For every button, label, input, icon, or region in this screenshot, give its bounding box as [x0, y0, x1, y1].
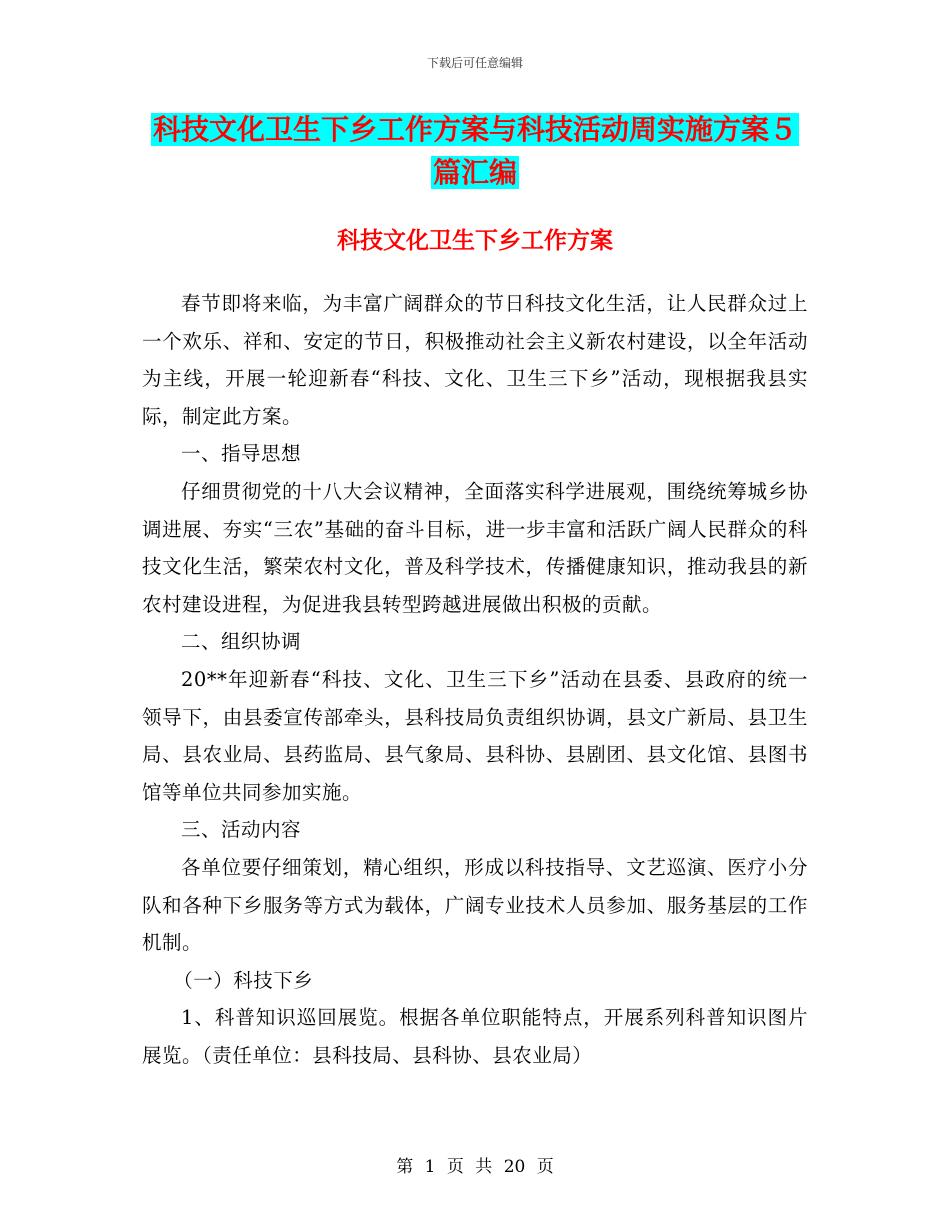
heading-organization: 二、组织协调	[181, 630, 302, 654]
document-title-text-2: 篇汇编	[432, 156, 517, 189]
guiding-ideology-paragraph: 仔细贯彻党的十八大会议精神，全面落实科学进展观，围绕统筹城乡协调进展、夯实“三农”基础的奋斗目标，进一步丰富和活跃广阔人民群众的科技文化生活，繁荣农村文化，普及科学技术，传播健康知识，推动我县的新农村建设进程，为促进我县转型跨越进展做出积极的贡献。	[142, 479, 808, 616]
subheading-tech-to-countryside: （一）科技下乡	[173, 968, 314, 992]
organization-paragraph: 20**年迎新春“科技、文化、卫生三下乡”活动在县委、县政府的统一领导下，由县委宣传部牵头，县科技局负责组织协调，县文广新局、县卫生局、县农业局、县药监局、县气象局、县科协、县剧团、县文化馆、县图书馆等单位共同参加实施。	[142, 667, 808, 804]
document-title-line-1	[0, 109, 950, 151]
heading-guiding-ideology: 一、指导思想	[181, 442, 302, 466]
page-footer: 第 1 页 共 20 页	[396, 1157, 554, 1177]
tech-exhibition-paragraph: 1、科普知识巡回展览。根据各单位职能特点，开展系列科普知识图片展览。（责任单位：县科技局、县科协、县农业局）	[142, 1006, 808, 1067]
header-note: 下载后可任意编辑	[426, 56, 523, 70]
document-title-text-1: 科技文化卫生下乡工作方案与科技活动周实施方案５	[152, 113, 797, 146]
intro-paragraph: 春节即将来临，为丰富广阔群众的节日科技文化生活，让人民群众过上一个欢乐、祥和、安定的节日，积极推动社会主义新农村建设，以全年活动为主线，开展一轮迎新春“科技、文化、卫生三下乡”活动，现根据我县实际，制定此方案。	[142, 292, 808, 428]
document-body	[142, 285, 808, 1074]
heading-activity-content: 三、活动内容	[181, 818, 302, 842]
section-title: 科技文化卫生下乡工作方案	[337, 227, 613, 254]
document-title-line-2	[0, 152, 950, 194]
activity-content-paragraph: 各单位要仔细策划，精心组织，形成以科技指导、文艺巡演、医疗小分队和各种下乡服务等方式为载体，广阔专业技术人员参加、服务基层的工作机制。	[142, 855, 808, 955]
